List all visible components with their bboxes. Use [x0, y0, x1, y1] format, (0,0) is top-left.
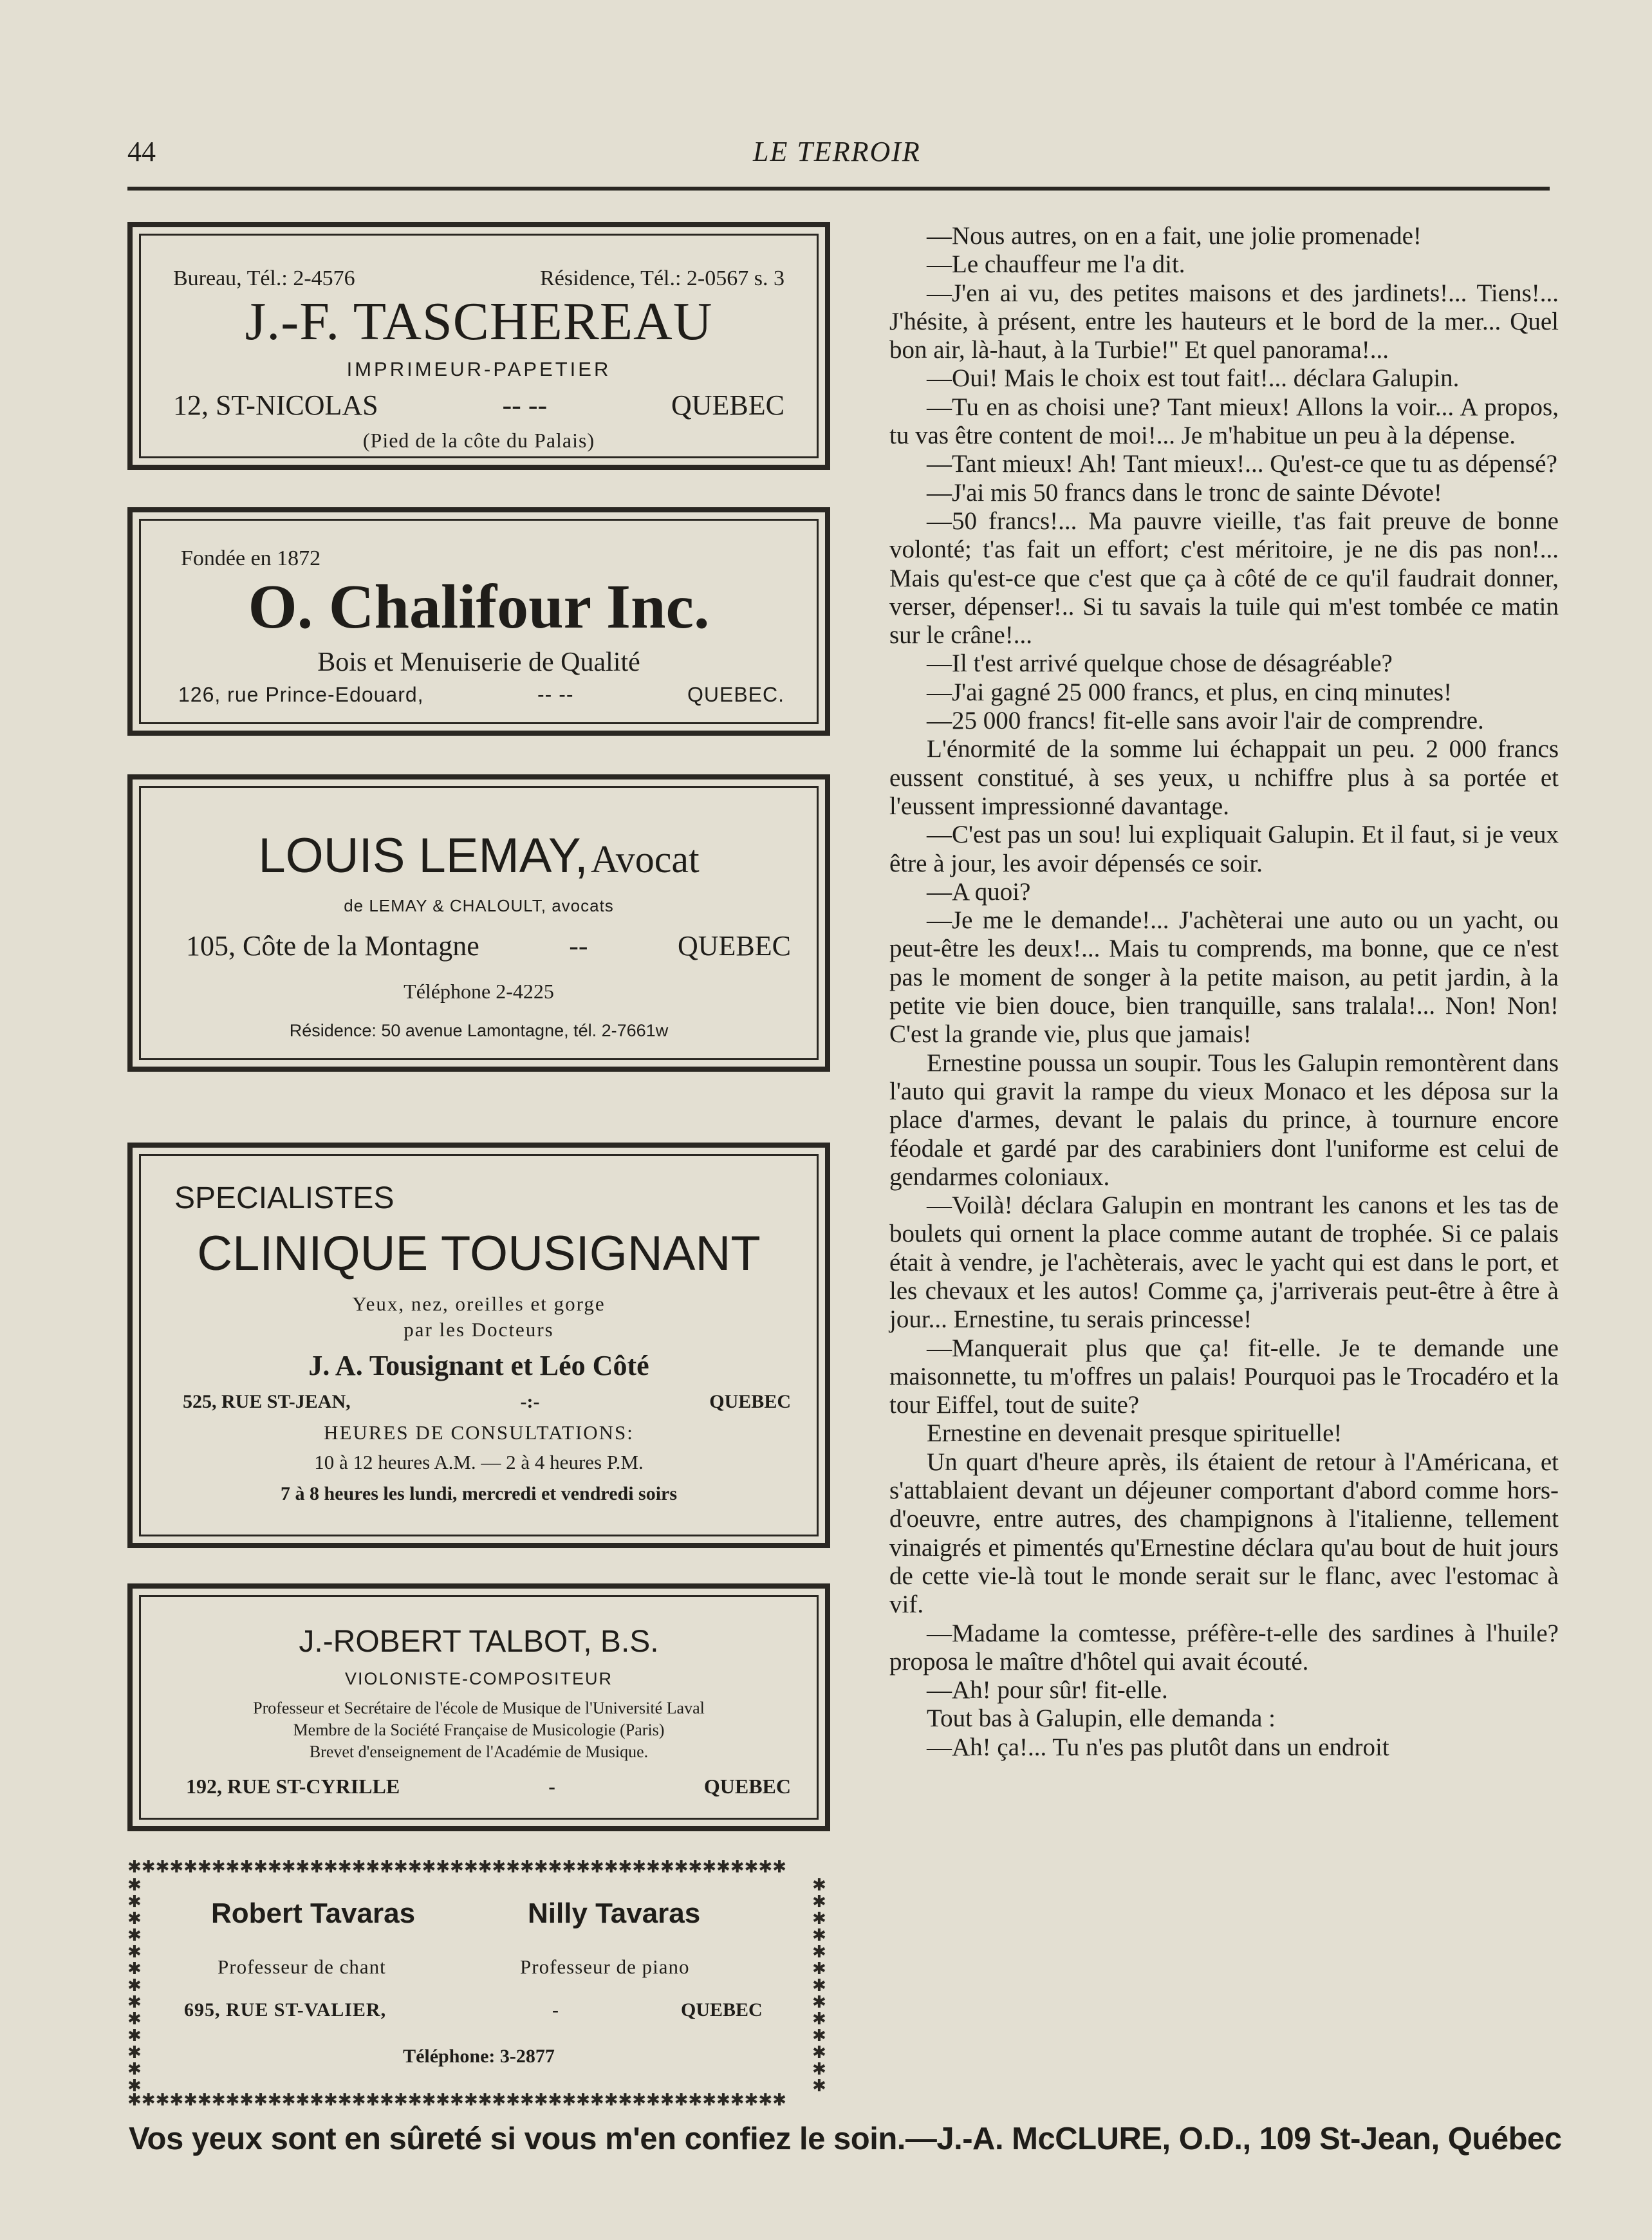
paragraph: —Le chauffeur me l'a dit.: [927, 250, 1185, 279]
ad-taschereau-name: J.-F. TASCHEREAU: [245, 292, 713, 351]
ad-talbot-trade: VIOLONISTE-COMPOSITEUR: [344, 1669, 613, 1688]
paragraph: —J'ai mis 50 francs dans le tronc de sainte Dévote!: [927, 478, 1442, 507]
star-border-left: ✱✱✱✱✱✱✱✱✱✱✱✱✱: [127, 1877, 142, 2092]
ad-tavaras-name-1: Robert Tavaras: [211, 1898, 416, 1929]
ad-tavaras-address: 695, RUE ST-VALIER,: [184, 1999, 387, 2021]
article-text: [889, 222, 1559, 1762]
ad-tousignant-doctors: J. A. Tousignant et Léo Côté: [308, 1350, 649, 1381]
journal-title: LE TERROIR: [753, 136, 921, 167]
paragraph: —Tu en as choisi une? Tant mieux! Allons la voir... A propos, tu vas être content de moi!... Je m'habitue un peu à la dépense.: [889, 393, 1559, 450]
ad-tousignant-separator: -:-: [520, 1391, 540, 1412]
ad-lemay-name: LOUIS LEMAY,: [258, 828, 588, 883]
paragraph: —Oui! Mais le choix est tout fait!... déclara Galupin.: [927, 364, 1460, 393]
ad-tavaras-name-2: Nilly Tavaras: [528, 1898, 701, 1929]
ad-lemay-city: QUEBEC: [677, 930, 791, 962]
ad-tavaras-city: QUEBEC: [681, 1999, 763, 2021]
ad-taschereau: [127, 222, 830, 470]
paragraph: —Je me le demande!... J'achèterai une auto ou un yacht, ou peut-être les deux!... Mais tu comprends, ma bonne, que ce n'est pas le moment de songer à la petite maison, au petit jardin, à la petite vie bien douce, bien tranquille, sans tralala!... Non! Non! C'est la grande vie, plus que jamais!: [889, 906, 1559, 1049]
paragraph: Ernestine en devenait presque spirituelle!: [927, 1419, 1342, 1448]
ad-taschereau-address: 12, ST-NICOLAS: [173, 389, 378, 421]
ad-tavaras-role-1: Professeur de chant: [218, 1955, 386, 1978]
paragraph: —C'est pas un sou! lui expliquait Galupin. Et il faut, si je veux être à jour, les avoir dépensés ce soir.: [889, 821, 1559, 877]
ad-tavaras-role-2: Professeur de piano: [520, 1955, 690, 1978]
page-number: 44: [127, 136, 156, 167]
ad-tavaras-separator: -: [552, 1999, 559, 2021]
ad-talbot: [127, 1583, 830, 1831]
header-rule: [127, 187, 1550, 191]
paragraph: —Nous autres, on en a fait, une jolie promenade!: [927, 222, 1422, 250]
star-border-top: ✱✱✱✱✱✱✱✱✱✱✱✱✱✱✱✱✱✱✱✱✱✱✱✱✱✱✱✱✱✱✱✱✱✱✱✱✱✱✱✱✱✱✱✱✱✱✱: [127, 1859, 786, 1877]
ad-taschereau-note: (Pied de la côte du Palais): [362, 429, 595, 452]
paragraph: Ernestine poussa un soupir. Tous les Galupin remontèrent dans l'auto qui gravit la rampe du vieux Monaco et les déposa sur la place d'armes, devant le palais du prince, à tournure encore féodale et gardé par des carabiniers dont l'uniforme est celui de gendarmes coloniaux.: [889, 1049, 1559, 1191]
ad-talbot-line-1: Professeur et Secrétaire de l'école de Musique de l'Université Laval: [253, 1699, 705, 1717]
ad-tousignant-address: 525, RUE ST-JEAN,: [183, 1391, 351, 1412]
ad-tousignant: [127, 1143, 830, 1548]
ad-talbot-city: QUEBEC: [703, 1775, 791, 1798]
ad-chalifour: [127, 507, 830, 736]
ad-chalifour-founded: Fondée en 1872: [181, 546, 321, 570]
paragraph: —Il t'est arrivé quelque chose de désagréable?: [927, 649, 1393, 678]
ad-talbot-name: J.-ROBERT TALBOT, B.S.: [299, 1625, 659, 1659]
paragraph: —Voilà! déclara Galupin en montrant les canons et les tas de boulets qui ornent la place comme autant de trophée. Si ce palais était à vendre, je l'achèterais, avec le yacht qui est dans le port, et les chevaux et les autos! Comme ça, j'arriverais peut-être à être à jour... Ernestine, tu serais princesse!: [889, 1191, 1559, 1334]
ad-talbot-line-2: Membre de la Société Française de Musicologie (Paris): [293, 1721, 665, 1739]
paragraph: —Ah! ça!... Tu n'es pas plutôt dans un endroit: [927, 1733, 1389, 1761]
paragraph: —50 francs!... Ma pauvre vieille, t'as fait preuve de bonne volonté; t'as fait un effort; c'est méritoire, je ne dis pas non!... Mais qu'est-ce que c'est que ça à côté de ce qu'il faudrait donner, verser, dépenser!.. Si tu savais la tuile qui m'est tombée ce matin sur le crâne!...: [889, 507, 1559, 649]
paragraph: —Ah! pour sûr! fit-elle.: [927, 1676, 1168, 1704]
ad-tousignant-city: QUEBEC: [709, 1391, 791, 1412]
ad-lemay-title: Avocat: [590, 838, 700, 881]
ad-tavaras: [127, 1859, 830, 2110]
ad-tousignant-hours-title: HEURES DE CONSULTATIONS:: [324, 1421, 634, 1444]
ad-taschereau-city: QUEBEC: [671, 389, 784, 421]
ad-tavaras-phone: Téléphone: 3-2877: [403, 2046, 555, 2067]
paragraph: —Tant mieux! Ah! Tant mieux!... Qu'est-ce que tu as dépensé?: [927, 450, 1557, 478]
ad-chalifour-name: O. Chalifour Inc.: [248, 572, 710, 642]
footer-advertisement: Vos yeux sont en sûreté si vous m'en confiez le soin.—J.-A. McCLURE, O.D., 109 St-Jean, Québec: [129, 2122, 1562, 2156]
ad-tousignant-hours-1: 10 à 12 heures A.M. — 2 à 4 heures P.M.: [314, 1451, 644, 1473]
ad-tousignant-specialty-2: par les Docteurs: [404, 1318, 554, 1341]
ad-tousignant-specialty-1: Yeux, nez, oreilles et gorge: [352, 1293, 606, 1315]
ad-lemay: [127, 774, 830, 1072]
paragraph: —25 000 francs! fit-elle sans avoir l'air de comprendre.: [927, 707, 1484, 735]
paragraph: L'énormité de la somme lui échappait un peu. 2 000 francs eussent constitué, à ses yeux, u nchiffre plus à sa portée et l'eussent impressionné davantage.: [889, 735, 1559, 820]
ad-lemay-residence: Résidence: 50 avenue Lamontagne, tél. 2-7661w: [289, 1021, 669, 1040]
ad-lemay-phone: Téléphone 2-4225: [404, 980, 554, 1003]
ad-lemay-firm: de LEMAY & CHALOULT, avocats: [344, 896, 614, 915]
ad-taschereau-trade: IMPRIMEUR-PAPETIER: [346, 358, 611, 380]
paragraph: —J'ai gagné 25 000 francs, et plus, en cinq minutes!: [927, 678, 1452, 706]
star-border-bottom: ✱✱✱✱✱✱✱✱✱✱✱✱✱✱✱✱✱✱✱✱✱✱✱✱✱✱✱✱✱✱✱✱✱✱✱✱✱✱✱✱✱✱✱✱✱✱✱: [127, 2092, 786, 2110]
ad-chalifour-address: 126, rue Prince-Edouard,: [178, 683, 424, 706]
ad-lemay-address: 105, Côte de la Montagne: [186, 930, 479, 962]
ad-lemay-separator: --: [569, 930, 588, 962]
ad-taschereau-residence-phone: Résidence, Tél.: 2-0567 s. 3: [540, 266, 784, 290]
star-border-right: ✱✱✱✱✱✱✱✱✱✱✱✱✱: [812, 1877, 826, 2092]
ad-tousignant-heading: SPECIALISTES: [174, 1181, 394, 1215]
ad-tousignant-hours-2: 7 à 8 heures les lundi, mercredi et vendredi soirs: [280, 1483, 678, 1504]
ad-chalifour-trade: Bois et Menuiserie de Qualité: [317, 648, 640, 677]
ad-tousignant-name: CLINIQUE TOUSIGNANT: [197, 1226, 761, 1281]
ad-taschereau-bureau-phone: Bureau, Tél.: 2-4576: [173, 266, 355, 290]
ad-chalifour-separator: -- --: [537, 683, 574, 706]
ad-talbot-separator: -: [548, 1775, 555, 1798]
ad-taschereau-separator: -- --: [502, 389, 548, 421]
paragraph: Un quart d'heure après, ils étaient de retour à l'Américana, et s'attablaient devant un déjeuner comportant d'abord comme hors-d'oeuvre, entre autres, des champignons à l'italienne, tellement vinaigrés et pimentés qu'Ernestine déclara qu'au bout de huit jours de cette vie-là tout le monde serait sur le flanc, avec l'estomac à vif.: [889, 1448, 1559, 1619]
paragraph: —J'en ai vu, des petites maisons et des jardinets!... Tiens!... J'hésite, à présent, entre les hauteurs et le bord de la mer... Quel bon air, là-haut, à la Turbie!'' Et quel panorama!...: [889, 279, 1559, 364]
ad-chalifour-city: QUEBEC.: [687, 683, 784, 706]
paragraph: —Madame la comtesse, préfère-t-elle des sardines à l'huile? proposa le maître d'hôtel qui avait écouté.: [889, 1619, 1559, 1675]
paragraph: —Manquerait plus que ça! fit-elle. Je te demande une maisonnette, tu m'offres un palais! Pourquoi pas le Trocadéro et la tour Eiffel, tout de suite?: [889, 1334, 1559, 1419]
ad-talbot-line-3: Brevet d'enseignement de l'Académie de Musique.: [309, 1742, 649, 1761]
ad-talbot-address: 192, RUE ST-CYRILLE: [186, 1775, 400, 1798]
paragraph: Tout bas à Galupin, elle demanda :: [927, 1704, 1276, 1733]
paragraph: —A quoi?: [927, 877, 1031, 906]
